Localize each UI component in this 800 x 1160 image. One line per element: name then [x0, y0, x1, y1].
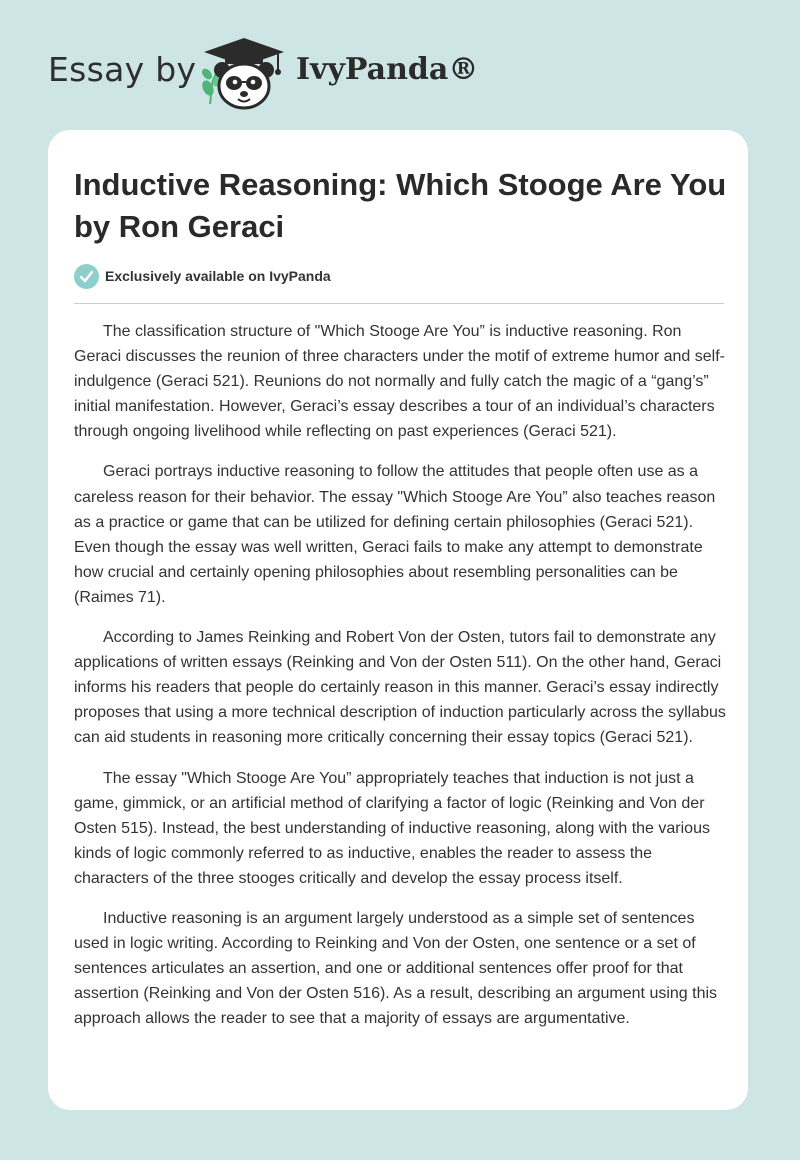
essay-title: Inductive Reasoning: Which Stooge Are You by Ron Geraci — [74, 167, 727, 244]
brand-prefix: Essay by — [48, 50, 197, 89]
divider — [74, 303, 724, 304]
exclusive-badge — [74, 263, 331, 289]
essay-body — [74, 319, 726, 1046]
badge-label: Exclusively available on IvyPanda — [105, 268, 331, 284]
paragraph: The classification structure of "Which Stooge Are You” is inductive reasoning. Ron Geraci discusses the reunion of three characters under the motif of extreme humor and self-indulgence (Geraci 521). Reunions do not normally and fully catch the magic of a “gang’s” initial manifestation. However, Geraci’s essay describes a tour of an individual’s characters through ongoing livelihood while reflecting on past experiences (Geraci 521). — [74, 323, 725, 441]
paragraph: The essay "Which Stooge Are You” appropriately teaches that induction is not just a game, gimmick, or an artificial method of clarifying a factor of logic (Reinking and Von der Osten 515). Instead, the best understanding of inductive reasoning, along with the various kinds of logic commonly referred to as inductive, enables the reader to assess the characters of the three stooges critically and develop the essay process itself. — [74, 769, 710, 887]
site-header — [0, 0, 800, 130]
check-circle-icon — [74, 264, 99, 289]
paragraph: Inductive reasoning is an argument largely understood as a simple set of sentences used in logic writing. According to Reinking and Von der Osten, one sentence or a set of sentences articulates an assertion, and one or additional sentences offer proof for that assertion (Reinking and Von der Osten 516). As a result, describing an argument using this approach allows the reader to see that a majority of essays are argumentative. — [74, 909, 718, 1028]
brand-name[interactable]: IvyPanda® — [296, 52, 479, 87]
panda-graduate-icon[interactable] — [198, 36, 290, 110]
paragraph: Geraci portrays inductive reasoning to follow the attitudes that people often use as a careless reason for their behavior. The essay "Which Stooge Are You” also teaches reason as a practice or game that can be utilized for defining certain philosophies (Geraci 521). Even though the essay was well written, Geraci fails to make any attempt to demonstrate how crucial and certainly opening philosophies about resembling personalities can be (Raimes 71). — [74, 463, 716, 606]
essay-card — [48, 130, 748, 1110]
paragraph: According to James Reinking and Robert Von der Osten, tutors fail to demonstrate any applications of written essays (Reinking and Von der Osten 511). On the other hand, Geraci informs his readers that people do certainly reason in this manner. Geraci’s essay indirectly proposes that using a more technical description of induction particularly across the syllabus can aid students in reasoning more critically concerning their essay topics (Geraci 521). — [74, 629, 726, 747]
